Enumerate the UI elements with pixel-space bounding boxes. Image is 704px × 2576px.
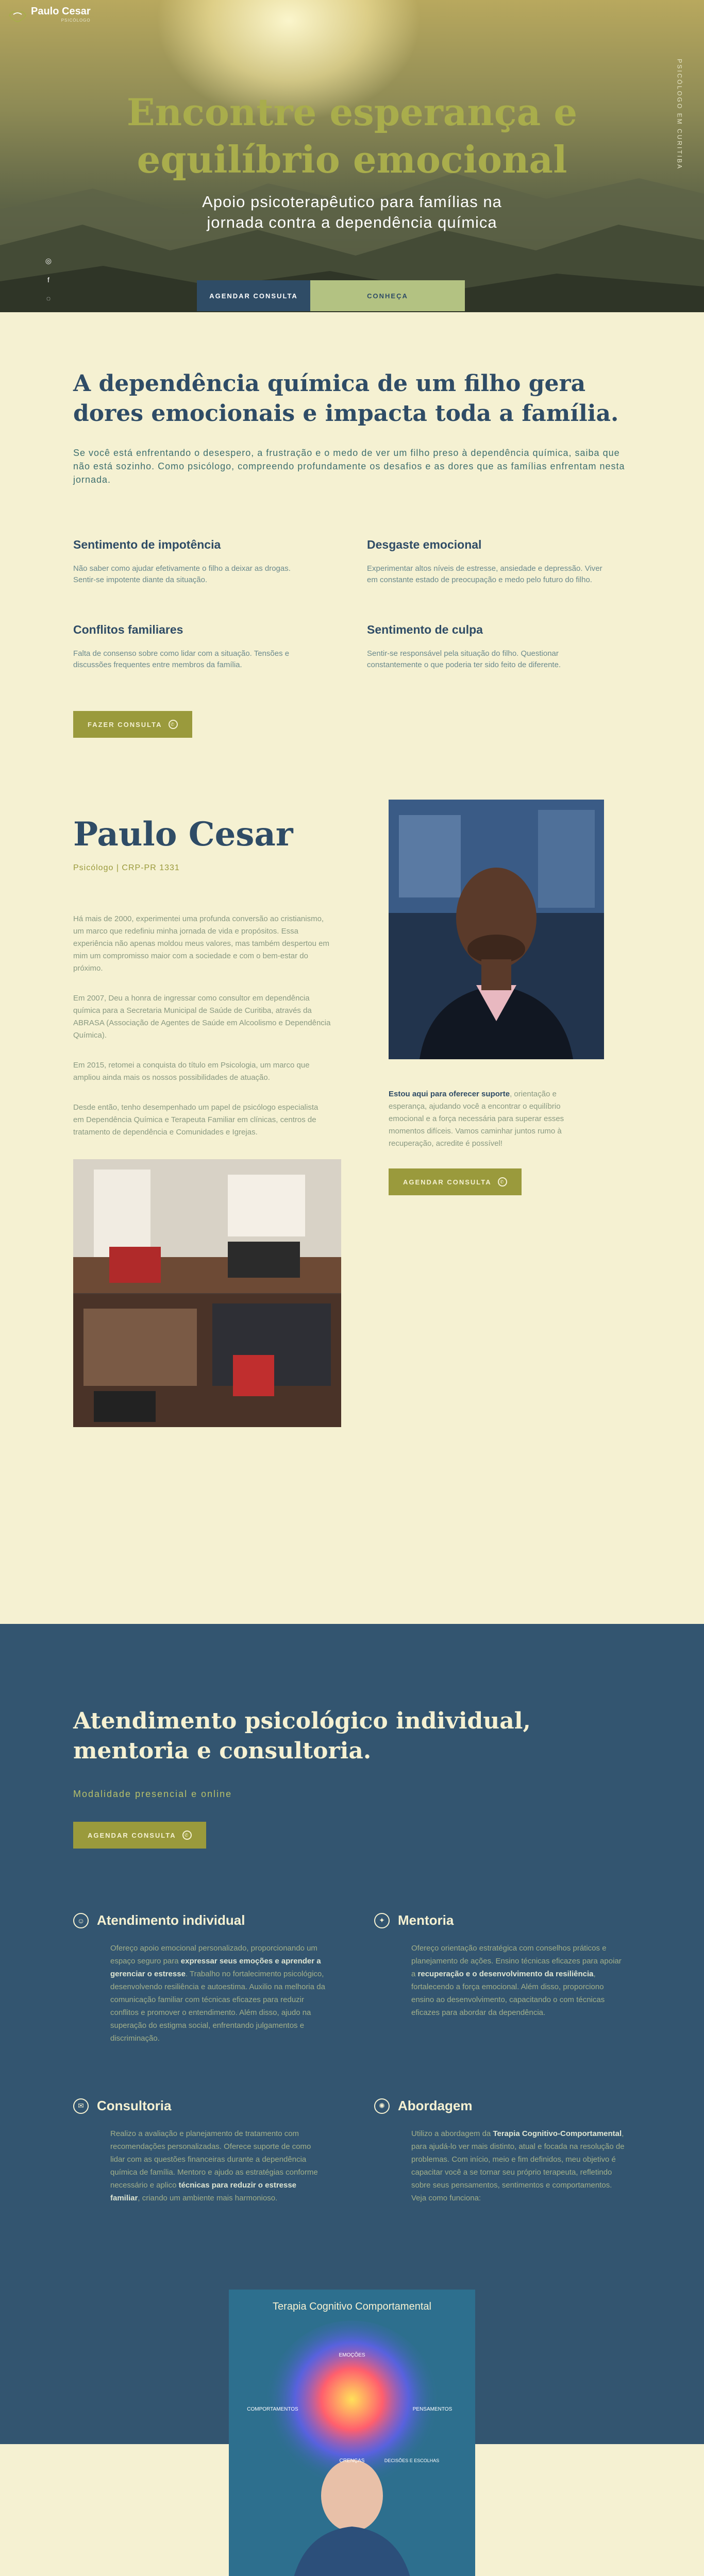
hero-title-line2: equilíbrio emocional bbox=[137, 138, 567, 181]
poster-illustration bbox=[229, 2290, 475, 2576]
portrait-photo bbox=[389, 800, 604, 1059]
facebook-icon[interactable]: f bbox=[47, 276, 49, 284]
services-schedule-label: AGENDAR CONSULTA bbox=[88, 1831, 176, 1839]
problem-item-title: Sentimento de impotência bbox=[73, 538, 221, 551]
service-text-bold: recuperação e o desenvolvimento da resiliência bbox=[417, 1970, 594, 1978]
about-aside-rest: , orientação e esperança, ajudando você a encontrar o equilíbrio emocional e a força necessária para superar esses momentos difíceis. Vamos caminhar juntos rumo à recuperação, acredite é possível! bbox=[389, 1090, 564, 1148]
brain-icon: ✺ bbox=[374, 2098, 390, 2114]
service-title bbox=[73, 1912, 326, 1928]
header-logo[interactable] bbox=[7, 6, 91, 23]
problem-item-title: Sentimento de culpa bbox=[367, 623, 483, 636]
consult-button-label: FAZER CONSULTA bbox=[88, 720, 162, 728]
problem-item bbox=[73, 623, 367, 671]
about-name: Paulo Cesar bbox=[73, 815, 293, 854]
problem-grid bbox=[73, 538, 631, 671]
service-text-bold: expressar seus emoções e aprender a gerenciar o estresse bbox=[110, 1957, 321, 1978]
hero-subtitle bbox=[146, 192, 558, 233]
service-title bbox=[374, 2098, 627, 2114]
portrait-illustration bbox=[389, 800, 604, 1059]
problem-item-text: Não saber como ajudar efetivamente o filho a deixar as drogas. Sentir-se impotente diante da situação. bbox=[73, 564, 291, 584]
about-aside-text bbox=[389, 1088, 595, 1150]
service-text-b: , criando um ambiente mais harmonioso. bbox=[138, 2194, 278, 2202]
poster-label: DECISÕES E ESCOLHAS bbox=[384, 2458, 440, 2463]
poster-title: Terapia Cognitivo Comportamental bbox=[273, 2301, 431, 2312]
service-text bbox=[374, 2127, 627, 2205]
brand-tagline: PSICÓLOGO bbox=[61, 18, 91, 23]
problem-title: A dependência química de um filho gera dores emocionais e impacta toda a família. bbox=[73, 370, 619, 427]
hero-title-line1: Encontre esperança e bbox=[126, 90, 578, 134]
whatsapp-icon: ✆ bbox=[182, 1831, 192, 1840]
office-photo bbox=[73, 1159, 341, 1427]
service-title-text: Consultoria bbox=[97, 2098, 172, 2113]
whatsapp-icon[interactable]: ◌ bbox=[46, 294, 51, 302]
hero-social-links bbox=[44, 257, 53, 302]
poster-label: COMPORTAMENTOS bbox=[247, 2406, 298, 2412]
bio-paragraph: Em 2007, Deu a honra de ingressar como consultor em dependência química para a Secretaria Municipal de Saúde de Curitiba, através da ABRASA (Associação de Agentes de Saúde em Alcoolismo e Dependência Química). bbox=[73, 994, 331, 1040]
services-schedule-button[interactable] bbox=[73, 1822, 206, 1849]
whatsapp-icon: ✆ bbox=[498, 1177, 507, 1187]
service-text-a: Ofereço orientação estratégica com conselhos práticos e planejamento de ações. Ensino técnicas eficazes para apoiar a bbox=[411, 1944, 622, 1978]
hero-title bbox=[94, 89, 610, 183]
service-text-b: . Trabalho no fortalecimento psicológico, desenvolvendo resiliência e autoestima. Auxilio na melhoria da comunicação familiar com técnicas eficazes para reduzir conflitos e promover o entendimento. Além disso, ajudo na superação do estigma social, enfrentando julgamentos e discriminação. bbox=[110, 1970, 325, 2043]
service-title bbox=[374, 1912, 627, 1928]
service-card-individual bbox=[73, 1912, 326, 2045]
person-icon: ☺ bbox=[73, 1913, 89, 1928]
schedule-button[interactable]: AGENDAR CONSULTA bbox=[197, 280, 310, 311]
problem-item bbox=[73, 538, 367, 586]
service-text-b: , para ajudá-lo ver mais distinto, atual e focada na resolução de problemas. Com início, meio e fim definidos, meu objetivo é capacitar você a se tornar seu próprio terapeuta, refletindo sobre seus pensamentos, sentimentos e comportamentos. Veja como funciona: bbox=[411, 2129, 625, 2202]
service-title-text: Atendimento individual bbox=[97, 1912, 245, 1928]
bio-paragraph: Há mais de 2000, experimentei uma profunda conversão ao cristianismo, um marco que redefiniu minha jornada de vida e propósitos. Essa experiência não apenas moldou meus valores, mas também despertou em mim um compromisso maior com a sociedade e com o bem-estar do próximo. bbox=[73, 914, 329, 973]
service-text-b: , fortalecendo a força emocional. Além disso, proporciono ensino ao desenvolvimento, capacitando o com técnicas eficazes para abordar da dependência. bbox=[411, 1970, 605, 2017]
hero-subtitle-line2: jornada contra a dependência química bbox=[207, 213, 497, 231]
services-subtitle: Modalidade presencial e online bbox=[73, 1789, 232, 1799]
problem-item-text: Sentir-se responsável pela situação do filho. Questionar constantemente o que poderia ter sido feito de diferente. bbox=[367, 649, 561, 669]
instagram-icon[interactable]: ◎ bbox=[45, 257, 52, 265]
problem-lead: Se você está enfrentando o desespero, a frustração e o medo de ver um filho preso à dependência química, saiba que não está sozinho. Como psicólogo, compreendo profundamente os desafios e as dores que as famílias enfrentam nesta jornada. bbox=[73, 448, 625, 485]
consult-button[interactable] bbox=[73, 711, 192, 738]
service-card-mentoria bbox=[374, 1912, 627, 2019]
service-text bbox=[374, 1942, 627, 2019]
about-section bbox=[0, 800, 704, 1624]
poster-label: CRENÇAS bbox=[339, 2458, 365, 2464]
hero-subtitle-line1: Apoio psicoterapêutico para famílias na bbox=[202, 193, 502, 211]
problem-item bbox=[367, 538, 630, 586]
service-text-a: Ofereço apoio emocional personalizado, proporcionando um espaço seguro para bbox=[110, 1944, 317, 1965]
problem-item bbox=[367, 623, 630, 671]
service-title-text: Mentoria bbox=[398, 1912, 454, 1928]
hero-buttons bbox=[197, 280, 465, 311]
poster-label: PENSAMENTOS bbox=[412, 2406, 452, 2412]
service-text-bold: técnicas para reduzir o estresse familiar bbox=[110, 2181, 297, 2202]
vertical-label: PSICÓLOGO EM CURITIBA bbox=[676, 59, 683, 170]
office-illustration bbox=[73, 1159, 341, 1427]
about-crp: Psicólogo | CRP-PR 1331 bbox=[73, 863, 180, 872]
problem-item-text: Falta de consenso sobre como lidar com a situação. Tensões e discussões frequentes entre membros da família. bbox=[73, 649, 290, 669]
hands-heart-icon bbox=[7, 6, 28, 23]
service-text-a: Realizo a avaliação e planejamento de tratamento com recomendações personalizadas. Oferece suporte de como lidar com as questões financeiras durante a dependência química de família. Mentoro e ajudo as estratégias conforme necessário e aplico bbox=[110, 2129, 318, 2190]
about-schedule-label: AGENDAR CONSULTA bbox=[403, 1178, 492, 1186]
service-card-consultoria bbox=[73, 2098, 326, 2205]
service-text-bold: Terapia Cognitivo-Comportamental bbox=[493, 2129, 622, 2138]
service-text-a: Utilizo a abordagem da bbox=[411, 2129, 493, 2138]
bio-paragraph: Em 2015, retomei a conquista do título em Psicologia, um marco que ampliou ainda mais os nossos possibilidades de atuação. bbox=[73, 1061, 310, 1082]
cbt-poster bbox=[229, 2290, 475, 2576]
problem-item-title: Conflitos familiares bbox=[73, 623, 183, 636]
service-title-text: Abordagem bbox=[398, 2098, 473, 2113]
about-bio bbox=[73, 913, 331, 1156]
whatsapp-icon: ✆ bbox=[169, 720, 178, 729]
about-aside bbox=[389, 1088, 595, 1195]
problem-item-text: Experimentar altos níveis de estresse, ansiedade e depressão. Viver em constante estado de preocupação e medo pelo futuro do filho. bbox=[367, 564, 602, 584]
compass-icon: ✦ bbox=[374, 1913, 390, 1928]
learn-more-button[interactable]: CONHEÇA bbox=[310, 280, 465, 311]
service-text bbox=[73, 1942, 326, 2045]
problem-section bbox=[0, 312, 704, 800]
brand-name: Paulo Cesar bbox=[31, 6, 91, 17]
hero-section bbox=[0, 0, 704, 312]
service-card-abordagem bbox=[374, 2098, 627, 2205]
problem-item-title: Desgaste emocional bbox=[367, 538, 482, 551]
services-title: Atendimento psicológico individual, mentoria e consultoria. bbox=[73, 1708, 531, 1764]
about-aside-bold: Estou aqui para oferecer suporte bbox=[389, 1090, 510, 1098]
service-text bbox=[73, 2127, 326, 2205]
about-schedule-button[interactable] bbox=[389, 1168, 522, 1195]
chat-icon: ✉ bbox=[73, 2098, 89, 2114]
poster-label: EMOÇÕES bbox=[339, 2352, 365, 2358]
bio-paragraph: Desde então, tenho desempenhado um papel de psicólogo especialista em Dependência Química e Terapeuta Familiar em clínicas, centros de tratamento de dependência e Comunidades e Igrejas. bbox=[73, 1103, 319, 1137]
services-section bbox=[0, 1624, 704, 2464]
service-title bbox=[73, 2098, 326, 2114]
